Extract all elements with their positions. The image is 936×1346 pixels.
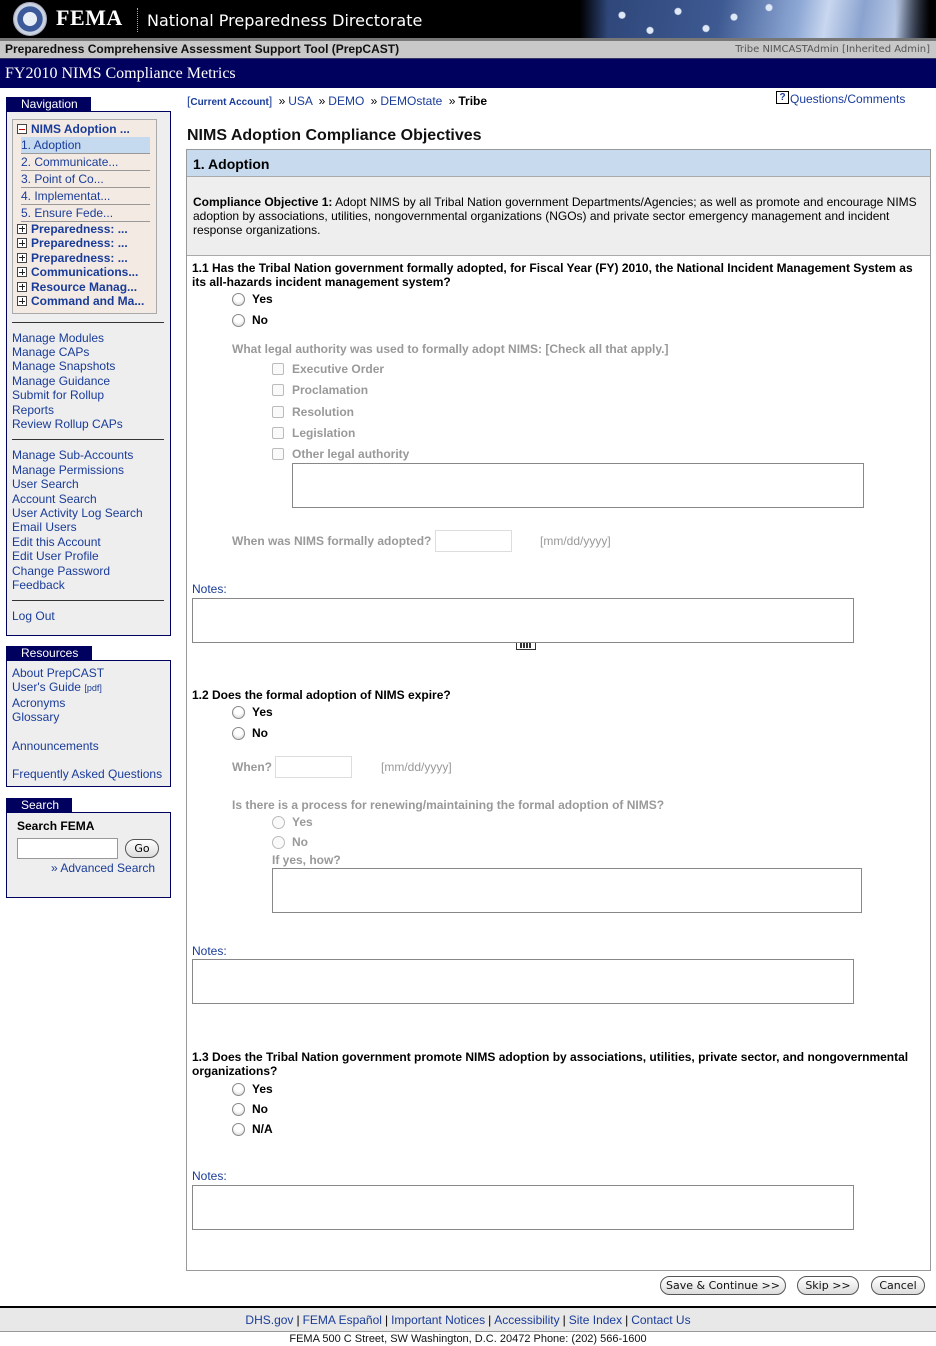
nav-tree <box>12 119 157 314</box>
option-label: No <box>252 726 268 740</box>
bracket: [ <box>187 94 191 108</box>
search-tab: Search <box>6 798 72 812</box>
divider <box>12 600 164 601</box>
navigation-tab: Navigation <box>6 97 91 111</box>
link-review-rollup-caps[interactable]: Review Rollup CAPs <box>12 416 123 431</box>
checkbox[interactable] <box>272 384 284 396</box>
radio-button[interactable] <box>232 1103 245 1116</box>
q3-option-yes[interactable] <box>232 1082 273 1096</box>
footer-link-dhs[interactable]: DHS.gov <box>245 1313 294 1327</box>
q2-notes-textarea[interactable] <box>192 959 854 1004</box>
search-row <box>17 838 170 859</box>
masthead-divider <box>137 8 138 32</box>
skip-button[interactable]: Skip >> <box>797 1276 859 1295</box>
breadcrumb-separator: » <box>318 94 326 108</box>
expand-icon[interactable] <box>17 296 27 306</box>
separator: | <box>384 1313 389 1327</box>
link-user-activity-log-search[interactable]: User Activity Log Search <box>12 505 143 520</box>
renewal-prompt: Is there is a process for renewing/maintaining the formal adoption of NIMS? <box>232 798 665 812</box>
tree-item-point-of-contact[interactable]: 3. Point of Co... <box>21 171 150 188</box>
radio-button[interactable] <box>232 1123 245 1136</box>
tool-bar <box>0 38 936 58</box>
checkbox-label: Legislation <box>292 426 356 440</box>
search-go-button[interactable]: Go <box>125 839 159 858</box>
authority-legislation[interactable] <box>272 426 355 440</box>
questions-comments-label: Questions/Comments <box>790 92 906 106</box>
link-advanced-search[interactable]: » Advanced Search <box>51 861 156 875</box>
authority-executive-order[interactable] <box>272 362 384 376</box>
tree-node-preparedness-3[interactable] <box>13 251 156 266</box>
radio-button[interactable] <box>232 314 245 327</box>
checkbox[interactable] <box>272 427 284 439</box>
breadcrumb-separator: » <box>370 94 378 108</box>
q3-option-na[interactable] <box>232 1122 273 1136</box>
notes-label: Notes: <box>192 1169 227 1183</box>
renewal-how-textarea[interactable] <box>272 868 862 913</box>
link-manage-snapshots[interactable]: Manage Snapshots <box>12 359 116 374</box>
link-manage-modules[interactable]: Manage Modules <box>12 330 105 345</box>
compliance-objective <box>187 177 930 256</box>
questions-comments-link[interactable] <box>776 91 905 106</box>
question-panel <box>186 149 931 1271</box>
link-reports[interactable]: Reports <box>12 402 55 417</box>
cancel-button[interactable]: Cancel <box>871 1276 925 1295</box>
q3-option-no[interactable] <box>232 1102 268 1116</box>
search-input[interactable] <box>17 838 118 859</box>
link-manage-guidance[interactable]: Manage Guidance <box>12 373 111 388</box>
renewal-option-yes[interactable] <box>272 815 313 829</box>
page-title: NIMS Adoption Compliance Objectives <box>187 127 482 144</box>
section-header: 1. Adoption <box>187 150 930 177</box>
breadcrumb-current: Tribe <box>458 94 488 108</box>
users-guide-row <box>12 680 170 695</box>
q2-option-yes[interactable] <box>232 705 273 719</box>
radio-button[interactable] <box>232 727 245 740</box>
tree-node-label: Command and Ma... <box>31 294 145 308</box>
dhs-seal-icon <box>13 2 47 36</box>
authority-other[interactable] <box>272 447 409 461</box>
option-label: Yes <box>252 705 273 719</box>
link-about-prepcast[interactable]: About PrepCAST <box>12 666 105 680</box>
collapse-icon[interactable] <box>17 124 27 134</box>
link-feedback[interactable]: Feedback <box>12 578 65 592</box>
question-1-1: 1.1 Has the Tribal Nation government formally adopted, for Fiscal Year (FY) 2010, the National Incident Management System as its all-hazards incident management system? <box>192 261 913 289</box>
tree-item-implementation[interactable]: 4. Implementat... <box>21 188 150 205</box>
footer-links <box>0 1306 936 1332</box>
checkbox-label: Executive Order <box>292 362 385 376</box>
link-acronyms[interactable]: Acronyms <box>12 695 66 710</box>
tree-node-command-management[interactable] <box>13 294 156 309</box>
user-info: Tribe NIMCASTAdmin [Inherited Admin] <box>735 44 930 55</box>
expire-when-label: When? <box>232 760 272 774</box>
tree-node-resource-management[interactable] <box>13 280 156 295</box>
save-continue-button[interactable]: Save & Continue >> <box>660 1276 786 1295</box>
link-glossary[interactable]: Glossary <box>12 710 60 725</box>
bracket: ] <box>268 94 273 108</box>
question-1-2: 1.2 Does the formal adoption of NIMS expire? <box>192 688 451 702</box>
expand-icon[interactable] <box>17 282 27 292</box>
expand-icon[interactable] <box>17 253 27 263</box>
adopted-date-input[interactable] <box>435 530 512 552</box>
breadcrumb-current-account[interactable]: Current Account <box>190 97 269 108</box>
tree-node-label: Preparedness: ... <box>31 236 128 250</box>
link-submit-for-rollup[interactable]: Submit for Rollup <box>12 388 105 403</box>
app-title-bar <box>0 58 936 88</box>
q2-option-no[interactable] <box>232 726 268 740</box>
resources-panel <box>6 660 171 787</box>
radio-button[interactable] <box>232 293 245 306</box>
link-faq[interactable]: Frequently Asked Questions <box>12 767 163 782</box>
separator: | <box>562 1313 566 1327</box>
option-label: No <box>292 835 308 849</box>
tree-node-label: Preparedness: ... <box>31 250 128 265</box>
tree-node-label: Preparedness: ... <box>31 221 128 236</box>
tree-node-label: Communications... <box>31 265 139 279</box>
breadcrumb-usa[interactable]: USA <box>288 94 313 108</box>
tree-item-ensure-federal[interactable]: 5. Ensure Fede... <box>21 205 150 222</box>
resources-tab: Resources <box>6 646 92 660</box>
tool-name: Preparedness Comprehensive Assessment Support Tool (PrepCAST) <box>5 42 400 56</box>
link-account-search[interactable]: Account Search <box>12 491 97 506</box>
breadcrumb-demostate[interactable]: DEMOstate <box>380 94 443 108</box>
link-edit-user-profile[interactable]: Edit User Profile <box>12 549 99 564</box>
option-label: N/A <box>252 1122 273 1136</box>
tree-node-nims-adoption[interactable] <box>13 122 156 137</box>
link-users-guide[interactable]: User's Guide <box>12 680 81 695</box>
authority-resolution[interactable] <box>272 405 354 419</box>
option-label: No <box>252 1102 268 1116</box>
option-label: Yes <box>252 292 273 306</box>
footer-address: FEMA 500 C Street, SW Washington, D.C. 20472 Phone: (202) 566-1600 <box>289 1333 647 1345</box>
footer-link-site-index[interactable]: Site Index <box>568 1313 623 1327</box>
question-1-3: 1.3 Does the Tribal Nation government promote NIMS adoption by associations, utilities, private sector, and nongovernmental organizations? <box>192 1050 909 1078</box>
help-icon: ? <box>776 91 789 104</box>
option-label: Yes <box>292 815 313 829</box>
q3-notes-textarea[interactable] <box>192 1185 854 1230</box>
breadcrumb-separator: » <box>448 94 456 108</box>
date-format-hint: [mm/dd/yyyy] <box>381 760 452 774</box>
authority-proclamation[interactable] <box>272 383 368 397</box>
radio-button[interactable] <box>232 1083 245 1096</box>
footer-link-accessibility[interactable]: Accessibility <box>494 1313 560 1327</box>
tree-node-preparedness-1[interactable] <box>13 222 156 237</box>
search-panel <box>6 812 171 898</box>
tree-node-label: Resource Manag... <box>31 279 138 294</box>
radio-button[interactable] <box>272 836 285 849</box>
tree-item-adoption[interactable]: 1. Adoption <box>21 137 150 154</box>
separator: | <box>488 1313 492 1327</box>
tree-item-communicate[interactable]: 2. Communicate... <box>21 154 150 171</box>
q1-notes-textarea[interactable] <box>192 598 854 643</box>
app-title: FY2010 NIMS Compliance Metrics <box>5 65 236 82</box>
checkbox-label: Other legal authority <box>292 447 410 461</box>
breadcrumb-separator: » <box>278 94 286 108</box>
expand-icon[interactable] <box>17 267 27 277</box>
adopted-date-label: When was NIMS formally adopted? <box>232 534 432 548</box>
other-authority-textarea[interactable] <box>292 463 864 508</box>
checkbox[interactable] <box>272 448 284 460</box>
option-label: No <box>252 313 268 327</box>
checkbox-label: Resolution <box>292 405 354 419</box>
link-change-password[interactable]: Change Password <box>12 563 111 578</box>
footer-link-contact-us[interactable]: Contact Us <box>631 1313 691 1327</box>
authority-prompt: What legal authority was used to formally adopt NIMS: [Check all that apply.] <box>232 342 669 356</box>
link-user-search[interactable]: User Search <box>12 477 79 492</box>
breadcrumb <box>187 94 487 108</box>
separator: | <box>296 1313 300 1327</box>
search-label: Search FEMA <box>17 819 95 833</box>
tree-node-label: NIMS Adoption ... <box>31 122 130 136</box>
objective-label: Compliance Objective 1: <box>193 195 333 209</box>
expire-date-input[interactable] <box>275 756 352 778</box>
pdf-label: [pdf] <box>84 683 102 694</box>
tree-node-preparedness-2[interactable] <box>13 236 156 251</box>
tree-node-communications[interactable] <box>13 265 156 280</box>
link-edit-this-account[interactable]: Edit this Account <box>12 534 101 549</box>
masthead <box>0 0 936 38</box>
q1-option-no[interactable] <box>232 313 268 327</box>
checkbox-label: Proclamation <box>292 383 369 397</box>
date-format-hint: [mm/dd/yyyy] <box>540 534 611 548</box>
radio-button[interactable] <box>272 816 285 829</box>
link-manage-permissions[interactable]: Manage Permissions <box>12 462 125 477</box>
link-email-users[interactable]: Email Users <box>12 520 77 535</box>
link-manage-caps[interactable]: Manage CAPs <box>12 344 90 359</box>
breadcrumb-demo[interactable]: DEMO <box>328 94 365 108</box>
notes-label: Notes: <box>192 582 227 596</box>
separator: | <box>625 1313 629 1327</box>
divider <box>12 439 164 440</box>
objective-text: Adopt NIMS by all Tribal Nation government Departments/Agencies; as well as promote and encourage NIMS adoption by associations, utilities, nongovernmental organizations (NGOs) and private sector emergency management and incident response organizations. <box>193 195 917 237</box>
link-log-out[interactable]: Log Out <box>12 609 55 624</box>
link-announcements[interactable]: Announcements <box>12 738 99 753</box>
radio-button[interactable] <box>232 706 245 719</box>
renewal-option-no[interactable] <box>272 835 308 849</box>
footer-link-fema-espanol[interactable]: FEMA Español <box>302 1313 382 1327</box>
if-yes-how-label: If yes, how? <box>272 853 341 867</box>
notes-label: Notes: <box>192 944 227 958</box>
checkbox[interactable] <box>272 363 284 375</box>
expand-icon[interactable] <box>17 238 27 248</box>
option-label: Yes <box>252 1082 273 1096</box>
q1-option-yes[interactable] <box>232 292 273 306</box>
fema-logo: FEMA <box>56 5 123 30</box>
checkbox[interactable] <box>272 406 284 418</box>
navigation-panel <box>6 111 171 636</box>
divider <box>12 322 164 323</box>
footer-link-important-notices[interactable]: Important Notices <box>391 1313 486 1327</box>
expand-icon[interactable] <box>17 224 27 234</box>
directorate-name: National Preparedness Directorate <box>147 11 423 30</box>
link-manage-sub-accounts[interactable]: Manage Sub-Accounts <box>12 448 134 463</box>
flag-banner-image <box>580 0 930 38</box>
